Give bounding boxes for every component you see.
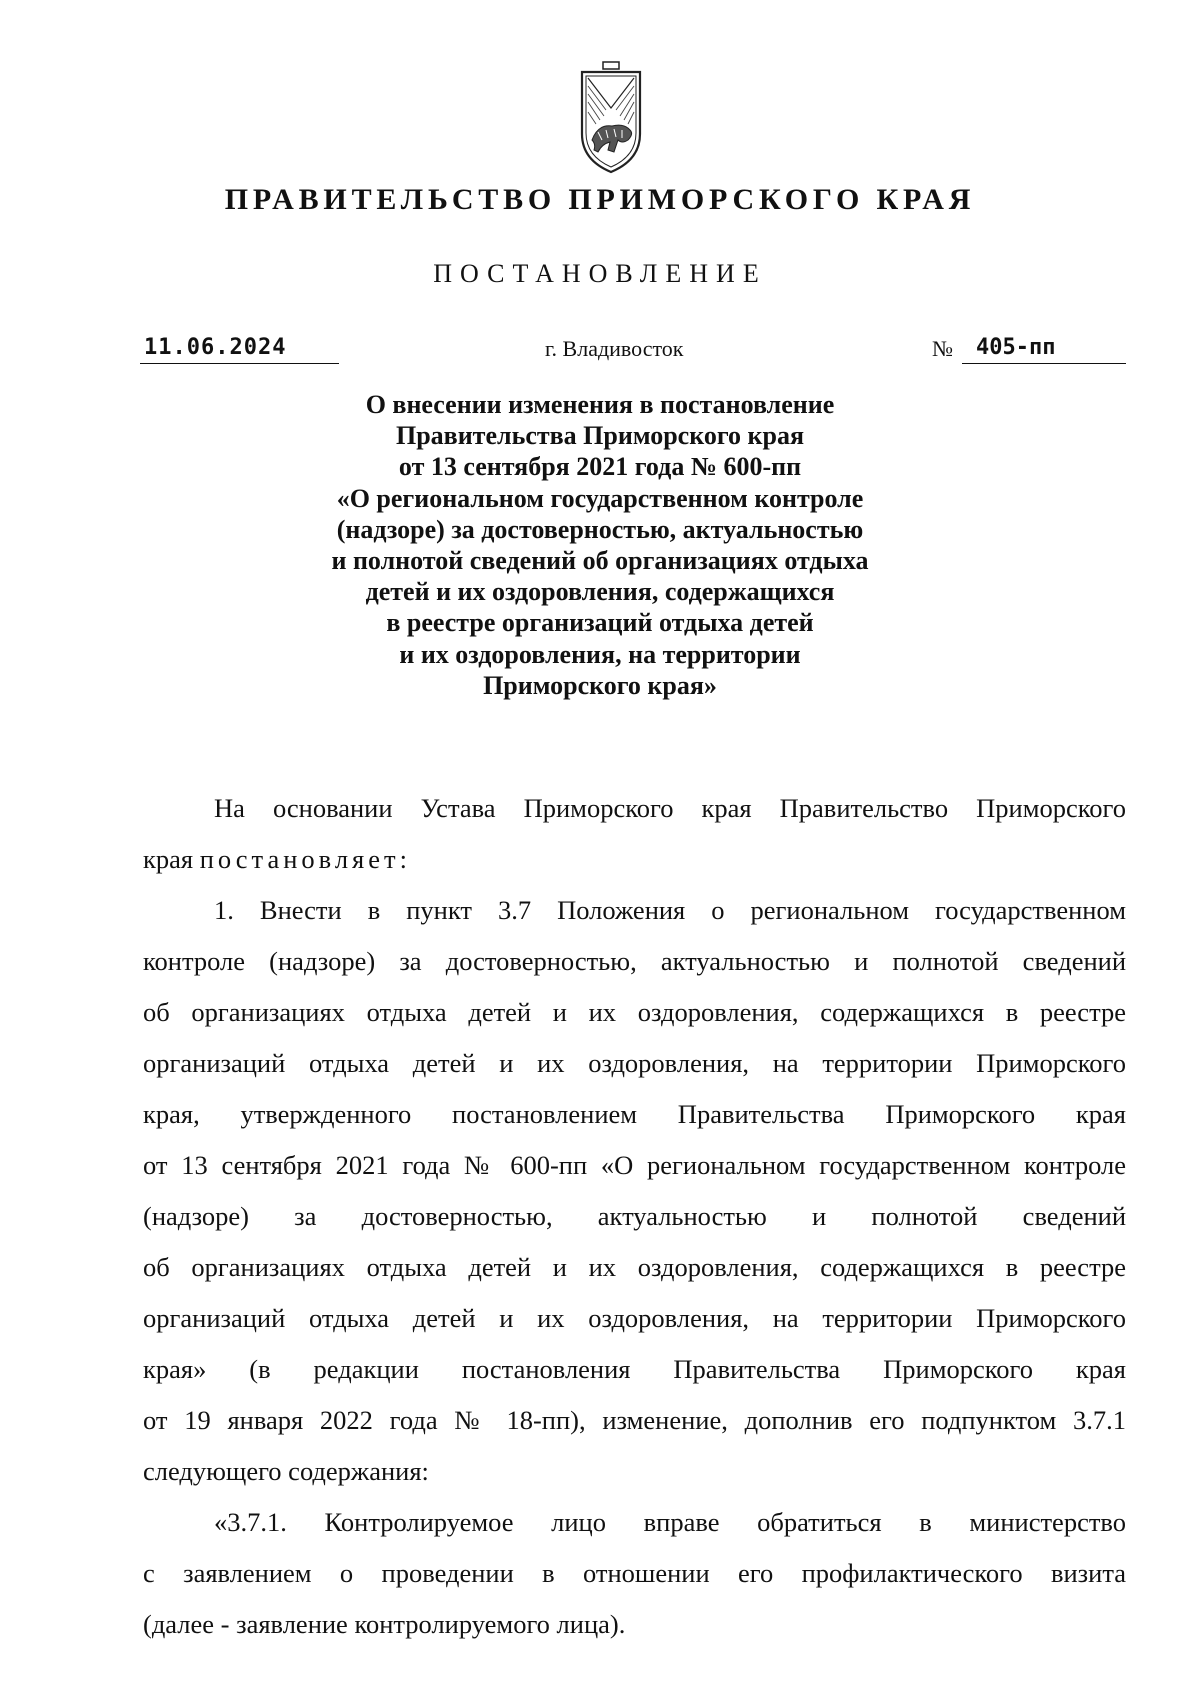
paragraph-2-line: с заявлением о проведении в отношении его профилактического визита	[143, 1558, 1126, 1588]
subject-line: и полнотой сведений об организациях отдыха	[331, 546, 869, 576]
paragraph-1-line: об организациях отдыха детей и их оздоровления, содержащихся в реестре	[143, 1252, 1126, 1282]
subject-line: в реестре организаций отдыха детей	[386, 608, 814, 638]
paragraph-1-line: организаций отдыха детей и их оздоровления, на территории Приморского	[143, 1303, 1126, 1333]
paragraph-1-line: контроле (надзоре) за достоверностью, актуальностью и полнотой сведений	[143, 946, 1126, 976]
preamble-word: края	[143, 844, 200, 874]
paragraph-2-last-line: (далее - заявление контролируемого лица).	[143, 1609, 626, 1639]
subject-line: «О региональном государственном контроле	[336, 483, 864, 513]
preamble-line-2	[143, 834, 1126, 885]
subject-line: от 13 сентября 2021 года № 600-пп	[398, 452, 802, 482]
paragraph-1-line: от 13 сентября 2021 года № 600-пп «О региональном государственном контроле	[143, 1150, 1126, 1180]
paragraph-2-line: «3.7.1. Контролируемое лицо вправе обратиться в министерство	[214, 1507, 1126, 1537]
coat-of-arms-icon	[578, 60, 644, 176]
document-city: г. Владивосток	[545, 336, 684, 361]
subject-line: (надзоре) за достоверностью, актуальностью	[336, 514, 864, 544]
paragraph-1-line: об организациях отдыха детей и их оздоровления, содержащихся в реестре	[143, 997, 1126, 1027]
document-number: 405-пп	[962, 335, 1126, 364]
subject-line: и их оздоровления, на территории	[399, 639, 801, 669]
paragraph-1-line: края» (в редакции постановления Правительства Приморского края	[143, 1354, 1126, 1384]
paragraph-1-line: 1. Внести в пункт 3.7 Положения о региональном государственном	[214, 895, 1126, 925]
government-title: ПРАВИТЕЛЬСТВО ПРИМОРСКОГО КРАЯ	[224, 183, 976, 216]
subject-line: Правительства Приморского края	[395, 421, 805, 451]
paragraph-1-last-line: следующего содержания:	[143, 1456, 429, 1486]
subject-line: Приморского края»	[483, 670, 717, 700]
document-type: ПОСТАНОВЛЕНИЕ	[433, 259, 767, 288]
number-sign: №	[932, 336, 953, 361]
preamble-line: На основании Устава Приморского края Правительство Приморского	[214, 793, 1126, 823]
paragraph-1-line: организаций отдыха детей и их оздоровления, на территории Приморского	[143, 1048, 1126, 1078]
document-date: 11.06.2024	[140, 335, 339, 364]
decree-word: постановляет:	[199, 844, 411, 874]
paragraph-1-line: края, утвержденного постановлением Правительства Приморского края	[143, 1099, 1126, 1129]
document-body	[143, 783, 1126, 1650]
paragraph-1-line: (надзоре) за достоверностью, актуальностью и полнотой сведений	[143, 1201, 1126, 1231]
subject-line: детей и их оздоровления, содержащихся	[365, 577, 835, 607]
document-subject	[0, 389, 1200, 701]
paragraph-1-line: от 19 января 2022 года № 18-пп), изменение, дополнив его подпунктом 3.7.1	[143, 1405, 1126, 1435]
subject-line: О внесении изменения в постановление	[365, 390, 835, 419]
